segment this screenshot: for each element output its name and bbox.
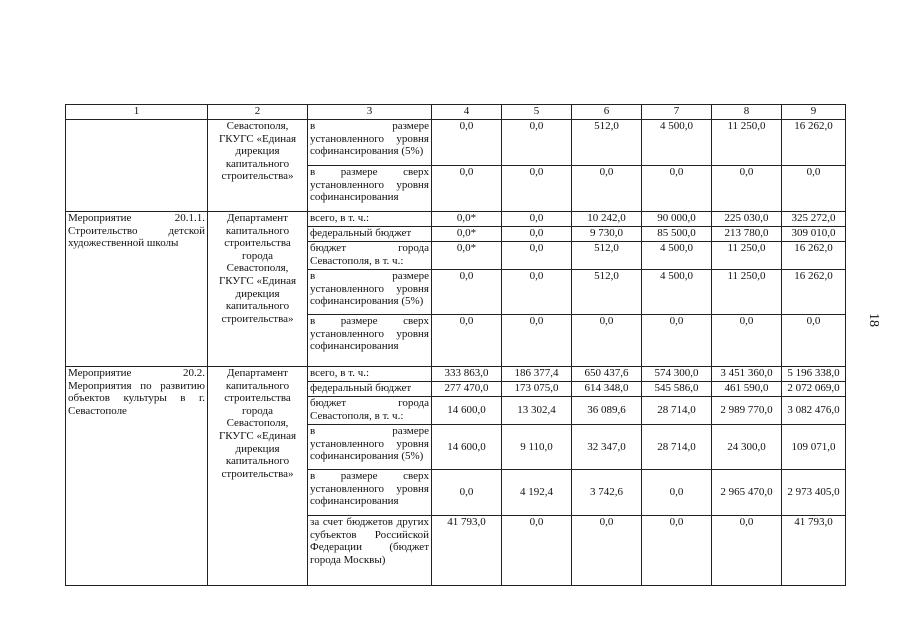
value-cell: 32 347,0 <box>572 425 642 470</box>
value-cell: 0,0 <box>642 516 712 586</box>
value-cell: 2 072 069,0 <box>782 382 846 397</box>
value-cell: 309 010,0 <box>782 227 846 242</box>
header-cell: 6 <box>572 105 642 120</box>
header-cell: 5 <box>502 105 572 120</box>
funding-source-label: бюджет города Севастополя, в т. ч.: <box>308 242 432 270</box>
value-cell: 0,0 <box>432 470 502 516</box>
funding-source-label: федеральный бюджет <box>308 227 432 242</box>
page-number: 18 <box>866 313 881 327</box>
value-cell: 4 192,4 <box>502 470 572 516</box>
value-cell: 650 437,6 <box>572 367 642 382</box>
funding-source-label: федеральный бюджет <box>308 382 432 397</box>
value-cell: 325 272,0 <box>782 212 846 227</box>
value-cell: 213 780,0 <box>712 227 782 242</box>
value-cell: 225 030,0 <box>712 212 782 227</box>
header-row <box>66 105 846 120</box>
value-cell: 14 600,0 <box>432 397 502 425</box>
value-cell: 333 863,0 <box>432 367 502 382</box>
value-cell: 4 500,0 <box>642 242 712 270</box>
header-cell: 8 <box>712 105 782 120</box>
value-cell: 85 500,0 <box>642 227 712 242</box>
value-cell: 16 262,0 <box>782 270 846 315</box>
funding-source-label: в размере сверх установленного уровня софинансирования <box>308 470 432 516</box>
value-cell: 0,0 <box>712 315 782 367</box>
value-cell: 0,0 <box>782 315 846 367</box>
header-cell: 4 <box>432 105 502 120</box>
value-cell: 2 989 770,0 <box>712 397 782 425</box>
value-cell: 10 242,0 <box>572 212 642 227</box>
header-cell: 7 <box>642 105 712 120</box>
value-cell: 186 377,4 <box>502 367 572 382</box>
value-cell: 0,0 <box>712 166 782 212</box>
value-cell: 0,0 <box>502 516 572 586</box>
value-cell: 0,0 <box>502 212 572 227</box>
executor-cell: Севастополя, ГКУГС «Единая дирекция капитального строительства» <box>208 120 308 212</box>
funding-source-label: в размере установленного уровня софинансирования (5%) <box>308 425 432 470</box>
value-cell: 11 250,0 <box>712 120 782 166</box>
value-cell: 277 470,0 <box>432 382 502 397</box>
value-cell: 9 730,0 <box>572 227 642 242</box>
value-cell: 0,0 <box>502 242 572 270</box>
funding-source-label: в размере сверх установленного уровня софинансирования <box>308 166 432 212</box>
value-cell: 3 451 360,0 <box>712 367 782 382</box>
value-cell: 3 742,6 <box>572 470 642 516</box>
value-cell: 28 714,0 <box>642 425 712 470</box>
executor-cell: Департамент капитального строительства города Севастополя, ГКУГС «Единая дирекция капитального строительства» <box>208 212 308 367</box>
table-row <box>66 120 846 166</box>
value-cell: 0,0 <box>572 315 642 367</box>
funding-source-label: в размере установленного уровня софинансирования (5%) <box>308 120 432 166</box>
funding-source-label: всего, в т. ч.: <box>308 212 432 227</box>
executor-cell: Департамент капитального строительства города Севастополя, ГКУГС «Единая дирекция капитального строительства» <box>208 367 308 586</box>
value-cell: 0,0 <box>572 166 642 212</box>
value-cell: 512,0 <box>572 242 642 270</box>
table-row <box>66 367 846 382</box>
value-cell: 0,0 <box>642 166 712 212</box>
value-cell: 0,0 <box>502 315 572 367</box>
value-cell: 3 082 476,0 <box>782 397 846 425</box>
value-cell: 0,0 <box>432 315 502 367</box>
value-cell: 0,0 <box>502 120 572 166</box>
value-cell: 36 089,6 <box>572 397 642 425</box>
value-cell: 13 302,4 <box>502 397 572 425</box>
value-cell: 28 714,0 <box>642 397 712 425</box>
value-cell: 0,0 <box>642 470 712 516</box>
value-cell: 4 500,0 <box>642 270 712 315</box>
value-cell: 0,0 <box>432 270 502 315</box>
header-cell: 2 <box>208 105 308 120</box>
value-cell: 0,0 <box>572 516 642 586</box>
value-cell: 9 110,0 <box>502 425 572 470</box>
value-cell: 173 075,0 <box>502 382 572 397</box>
budget-table <box>65 104 846 586</box>
value-cell: 0,0* <box>432 227 502 242</box>
value-cell: 0,0* <box>432 242 502 270</box>
value-cell: 11 250,0 <box>712 270 782 315</box>
value-cell: 614 348,0 <box>572 382 642 397</box>
event-cell: Мероприятие 20.2. Мероприятия по развитию объектов культуры в г. Севастополе <box>66 367 208 586</box>
value-cell: 4 500,0 <box>642 120 712 166</box>
value-cell: 574 300,0 <box>642 367 712 382</box>
value-cell: 0,0 <box>502 166 572 212</box>
funding-source-label: бюджет города Севастополя, в т. ч.: <box>308 397 432 425</box>
header-cell: 9 <box>782 105 846 120</box>
value-cell: 24 300,0 <box>712 425 782 470</box>
value-cell: 14 600,0 <box>432 425 502 470</box>
value-cell: 0,0 <box>432 166 502 212</box>
value-cell: 109 071,0 <box>782 425 846 470</box>
value-cell: 2 973 405,0 <box>782 470 846 516</box>
value-cell: 0,0 <box>782 166 846 212</box>
value-cell: 512,0 <box>572 120 642 166</box>
value-cell: 0,0 <box>712 516 782 586</box>
value-cell: 512,0 <box>572 270 642 315</box>
value-cell: 16 262,0 <box>782 120 846 166</box>
value-cell: 0,0 <box>642 315 712 367</box>
value-cell: 2 965 470,0 <box>712 470 782 516</box>
funding-source-label: за счет бюджетов других субъектов Российской Федерации (бюджет города Москвы) <box>308 516 432 586</box>
header-cell: 3 <box>308 105 432 120</box>
value-cell: 0,0 <box>502 227 572 242</box>
value-cell: 41 793,0 <box>782 516 846 586</box>
value-cell: 41 793,0 <box>432 516 502 586</box>
funding-source-label: всего, в т. ч.: <box>308 367 432 382</box>
value-cell: 545 586,0 <box>642 382 712 397</box>
value-cell: 0,0 <box>432 120 502 166</box>
value-cell: 461 590,0 <box>712 382 782 397</box>
value-cell: 16 262,0 <box>782 242 846 270</box>
value-cell: 11 250,0 <box>712 242 782 270</box>
table-row <box>66 212 846 227</box>
value-cell: 0,0* <box>432 212 502 227</box>
funding-source-label: в размере сверх установленного уровня софинансирования <box>308 315 432 367</box>
header-cell: 1 <box>66 105 208 120</box>
value-cell: 5 196 338,0 <box>782 367 846 382</box>
event-cell <box>66 120 208 212</box>
event-cell: Мероприятие 20.1.1. Строительство детской художественной школы <box>66 212 208 367</box>
value-cell: 90 000,0 <box>642 212 712 227</box>
value-cell: 0,0 <box>502 270 572 315</box>
funding-source-label: в размере установленного уровня софинансирования (5%) <box>308 270 432 315</box>
